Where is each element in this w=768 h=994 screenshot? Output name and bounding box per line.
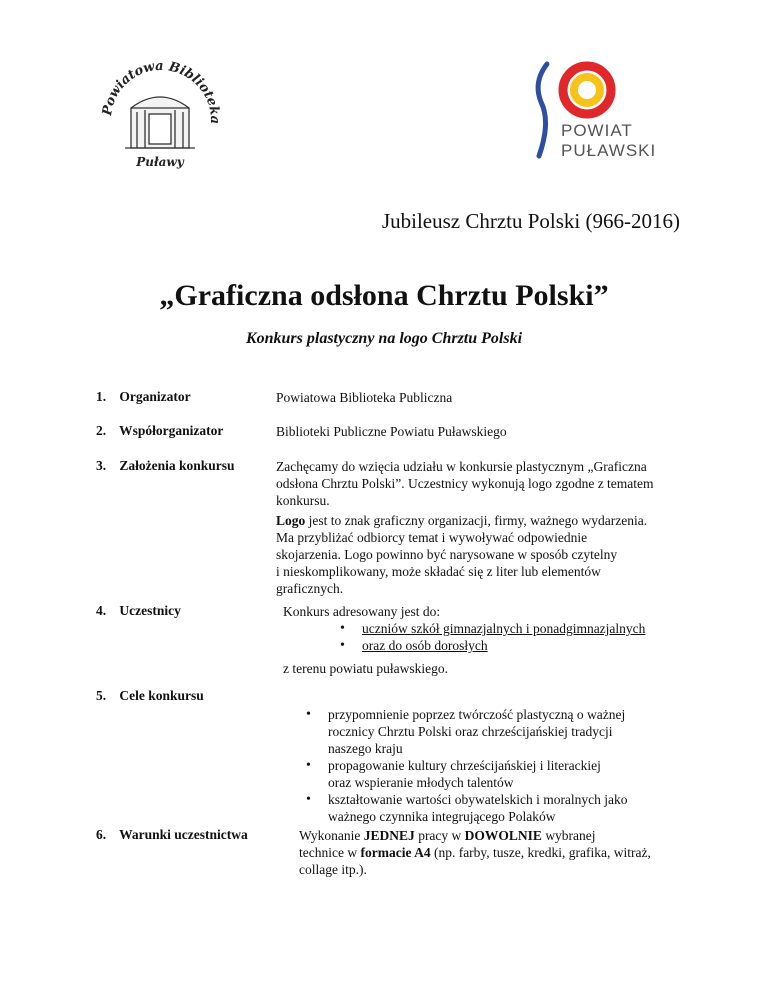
text-line: odsłona Chrztu Polski”. Uczestnicy wykonują logo zgodne z tematem: [276, 476, 654, 491]
participants-intro: Konkurs adresowany jest do:: [283, 604, 441, 619]
powiat-logo: [525, 60, 675, 170]
section-1-label: [96, 389, 191, 405]
emphasis: formacie A4: [360, 845, 431, 860]
text-span: pracy w: [414, 828, 465, 843]
text-line: [299, 844, 651, 861]
section-title: Cele konkursu: [119, 688, 204, 703]
text-line: graficznych.: [276, 581, 344, 596]
emphasis: JEDNEJ: [363, 828, 415, 843]
section-3-label: [96, 458, 235, 474]
section-number: 1.: [96, 389, 107, 404]
list-item-text: oraz do osób dorosłych: [362, 638, 488, 653]
section-1-text: Powiatowa Biblioteka Publiczna: [276, 390, 453, 405]
list-item: [340, 620, 645, 637]
section-number: 4.: [96, 603, 107, 618]
section-title: Warunki uczestnictwa: [119, 827, 248, 842]
text-line: oraz wspieranie młodych talentów: [328, 775, 514, 790]
powiat-logo-line2: PUŁAWSKI: [561, 141, 657, 160]
text-span: (np. farby, tusze, kredki, grafika, witraż,: [430, 845, 651, 860]
section-5-label: [96, 688, 204, 704]
text-line: skojarzenia. Logo powinno być narysowane w sposób czytelny: [276, 547, 618, 562]
section-title: Uczestnicy: [119, 603, 181, 618]
list-item: [306, 757, 628, 791]
section-6-label: [96, 827, 248, 843]
section-number: 6.: [96, 827, 107, 842]
powiat-logo-line1: POWIAT: [561, 121, 633, 140]
library-logo: [95, 48, 225, 178]
goals-list: [306, 706, 628, 825]
document-title: „Graficzna odsłona Chrztu Polski”: [159, 279, 609, 312]
section-4-label: [96, 603, 181, 619]
text-span: technice w: [299, 845, 361, 860]
text-span: jest to znak graficzny organizacji, firmy, ważnego wydarzenia.: [305, 513, 648, 528]
emphasis: DOWOLNIE: [464, 828, 542, 843]
logo-term: Logo: [276, 513, 306, 528]
list-item-text: uczniów szkół gimnazjalnych i ponadgimnazjalnych: [362, 621, 646, 636]
section-title: Organizator: [119, 389, 191, 404]
section-3-paragraph: [276, 458, 654, 509]
text-line: collage itp.).: [299, 862, 367, 877]
text-line: • przypomnienie poprzez twórczość plastyczną o ważnej: [328, 707, 626, 722]
conditions-paragraph: [299, 827, 651, 878]
library-logo-arc-text: Powiatowa Biblioteka: [100, 58, 223, 125]
text-line: i nieskomplikowany, może składać się z liter lub elementów: [276, 564, 601, 579]
section-2-label: [96, 423, 223, 439]
document-motto: Konkurs plastyczny na logo Chrztu Polski: [245, 330, 523, 347]
text-line: konkursu.: [276, 493, 330, 508]
text-span: wybranej: [541, 828, 596, 843]
list-item: [306, 706, 628, 757]
participants-outro: z terenu powiatu puławskiego.: [283, 661, 448, 676]
logo-definition: [276, 512, 647, 597]
participants-list: [340, 620, 645, 654]
text-line: • kształtowanie wartości obywatelskich i moralnych jako: [328, 792, 628, 807]
section-title: Założenia konkursu: [119, 458, 235, 473]
text-line: • propagowanie kultury chrześcijańskiej i literackiej: [328, 758, 601, 773]
section-number: 5.: [96, 688, 107, 703]
section-number: 2.: [96, 423, 107, 438]
library-logo-city: Puławy: [136, 155, 184, 169]
text-span: Wykonanie: [299, 828, 364, 843]
section-2-text: Biblioteki Publiczne Powiatu Puławskiego: [276, 424, 507, 439]
text-line: Ma przybliżać odbiorcy temat i wywoływać odpowiednie: [276, 530, 588, 545]
text-line: Zachęcamy do wzięcia udziału w konkursie plastycznym „Graficzna: [276, 459, 647, 474]
text-line: naszego kraju: [328, 741, 403, 756]
section-title: Współorganizator: [119, 423, 224, 438]
text-line: rocznicy Chrztu Polski oraz chrześcijańskiej tradycji: [328, 724, 613, 739]
document-subtitle: Jubileusz Chrztu Polski (966-2016): [381, 209, 680, 233]
text-line: ważnego czynnika integrującego Polaków: [328, 809, 556, 824]
list-item: [340, 637, 645, 654]
list-item: [306, 791, 628, 825]
text-line: [299, 827, 651, 844]
text-line: [276, 512, 647, 529]
section-number: 3.: [96, 458, 107, 473]
